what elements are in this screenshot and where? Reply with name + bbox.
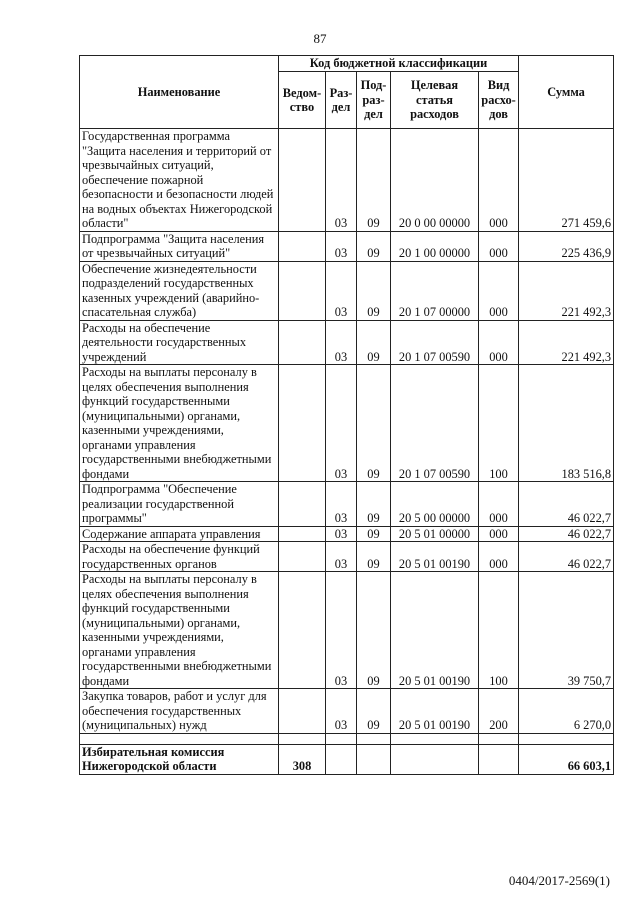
row-podrazdel: 09 <box>357 129 391 232</box>
row-name: Расходы на обеспечение функций государственных органов <box>80 542 279 572</box>
row-vedomstvo <box>279 482 326 527</box>
row-expense-type: 000 <box>479 542 519 572</box>
row-sum: 66 603,1 <box>519 744 614 774</box>
document-code: 0404/2017-2569(1) <box>508 873 610 888</box>
row-sum: 183 516,8 <box>519 365 614 482</box>
row-razdel: 03 <box>326 689 357 734</box>
row-expense-type: 000 <box>479 482 519 527</box>
table-row <box>80 365 614 482</box>
table-row <box>80 231 614 261</box>
row-podrazdel: 09 <box>357 261 391 320</box>
row-sum: 46 022,7 <box>519 482 614 527</box>
header-name: Наименование <box>80 56 279 129</box>
row-name: Избирательная комиссия Нижегородской области <box>80 744 279 774</box>
row-target-article: 20 0 00 00000 <box>391 129 479 232</box>
table-row <box>80 526 614 542</box>
header-budget-code-group: Код бюджетной классификации <box>279 56 519 72</box>
header-podrazdel: Под-раз-дел <box>357 72 391 129</box>
budget-table <box>79 55 614 775</box>
row-name: Закупка товаров, работ и услуг для обеспечения государственных (муниципальных) нужд <box>80 689 279 734</box>
row-expense-type: 000 <box>479 129 519 232</box>
row-razdel: 03 <box>326 542 357 572</box>
row-razdel: 03 <box>326 320 357 365</box>
table-row-total <box>80 744 614 774</box>
row-target-article: 20 1 07 00590 <box>391 320 479 365</box>
row-sum: 46 022,7 <box>519 542 614 572</box>
row-razdel: 03 <box>326 482 357 527</box>
row-podrazdel: 09 <box>357 542 391 572</box>
row-vedomstvo <box>279 129 326 232</box>
row-razdel: 03 <box>326 231 357 261</box>
header-expense-type: Вид расхо-дов <box>479 72 519 129</box>
header-sum: Сумма <box>519 56 614 129</box>
row-target-article <box>391 744 479 774</box>
row-vedomstvo <box>279 542 326 572</box>
row-vedomstvo <box>279 231 326 261</box>
row-sum: 221 492,3 <box>519 320 614 365</box>
row-target-article: 20 5 01 00190 <box>391 689 479 734</box>
row-vedomstvo <box>279 365 326 482</box>
row-vedomstvo <box>279 320 326 365</box>
table-spacer-row <box>80 733 614 744</box>
row-sum: 221 492,3 <box>519 261 614 320</box>
header-vedomstvo: Ведом-ство <box>279 72 326 129</box>
row-name: Подпрограмма "Защита населения от чрезвычайных ситуаций" <box>80 231 279 261</box>
row-expense-type: 000 <box>479 231 519 261</box>
row-name: Обеспечение жизнедеятельности подразделений государственных казенных учреждений (аварийно-спасательная служба) <box>80 261 279 320</box>
row-vedomstvo: 308 <box>279 744 326 774</box>
header-razdel: Раз-дел <box>326 72 357 129</box>
row-target-article: 20 1 00 00000 <box>391 231 479 261</box>
row-vedomstvo <box>279 689 326 734</box>
row-podrazdel: 09 <box>357 689 391 734</box>
row-expense-type: 100 <box>479 365 519 482</box>
row-expense-type: 100 <box>479 572 519 689</box>
row-vedomstvo <box>279 261 326 320</box>
page-number: 87 <box>313 31 327 46</box>
row-razdel: 03 <box>326 526 357 542</box>
table-row <box>80 542 614 572</box>
header-target-article: Целевая статья расходов <box>391 72 479 129</box>
row-target-article: 20 5 00 00000 <box>391 482 479 527</box>
row-razdel: 03 <box>326 129 357 232</box>
table-row <box>80 689 614 734</box>
row-expense-type: 200 <box>479 689 519 734</box>
row-sum: 271 459,6 <box>519 129 614 232</box>
row-name: Содержание аппарата управления <box>80 526 279 542</box>
row-name: Государственная программа "Защита населения и территорий от чрезвычайных ситуаций, обеспечение пожарной безопасности и безопасности людей на водных объектах Нижегородской области" <box>80 129 279 232</box>
row-name: Подпрограмма "Обеспечение реализации государственной программы" <box>80 482 279 527</box>
table-row <box>80 320 614 365</box>
row-sum: 46 022,7 <box>519 526 614 542</box>
row-target-article: 20 5 01 00000 <box>391 526 479 542</box>
row-podrazdel: 09 <box>357 365 391 482</box>
row-razdel: 03 <box>326 261 357 320</box>
table-row <box>80 482 614 527</box>
row-vedomstvo <box>279 572 326 689</box>
table-row <box>80 572 614 689</box>
table-row <box>80 129 614 232</box>
row-podrazdel <box>357 744 391 774</box>
row-podrazdel: 09 <box>357 526 391 542</box>
row-target-article: 20 5 01 00190 <box>391 572 479 689</box>
row-razdel: 03 <box>326 365 357 482</box>
row-razdel: 03 <box>326 572 357 689</box>
row-name: Расходы на выплаты персоналу в целях обеспечения выполнения функций государственными (муниципальными) органами, казенными учреждениями, органами управления государственными внебюджетными фондами <box>80 365 279 482</box>
row-name: Расходы на обеспечение деятельности государственных учреждений <box>80 320 279 365</box>
row-podrazdel: 09 <box>357 482 391 527</box>
row-podrazdel: 09 <box>357 572 391 689</box>
row-expense-type: 000 <box>479 261 519 320</box>
row-expense-type <box>479 744 519 774</box>
row-expense-type: 000 <box>479 320 519 365</box>
row-sum: 39 750,7 <box>519 572 614 689</box>
row-target-article: 20 1 07 00000 <box>391 261 479 320</box>
row-podrazdel: 09 <box>357 320 391 365</box>
row-vedomstvo <box>279 526 326 542</box>
table-row <box>80 261 614 320</box>
row-target-article: 20 5 01 00190 <box>391 542 479 572</box>
row-podrazdel: 09 <box>357 231 391 261</box>
row-sum: 225 436,9 <box>519 231 614 261</box>
row-sum: 6 270,0 <box>519 689 614 734</box>
row-razdel <box>326 744 357 774</box>
row-name: Расходы на выплаты персоналу в целях обеспечения выполнения функций государственными (муниципальными) органами, казенными учреждениями, органами управления государственными внебюджетными фондами <box>80 572 279 689</box>
row-expense-type: 000 <box>479 526 519 542</box>
row-target-article: 20 1 07 00590 <box>391 365 479 482</box>
